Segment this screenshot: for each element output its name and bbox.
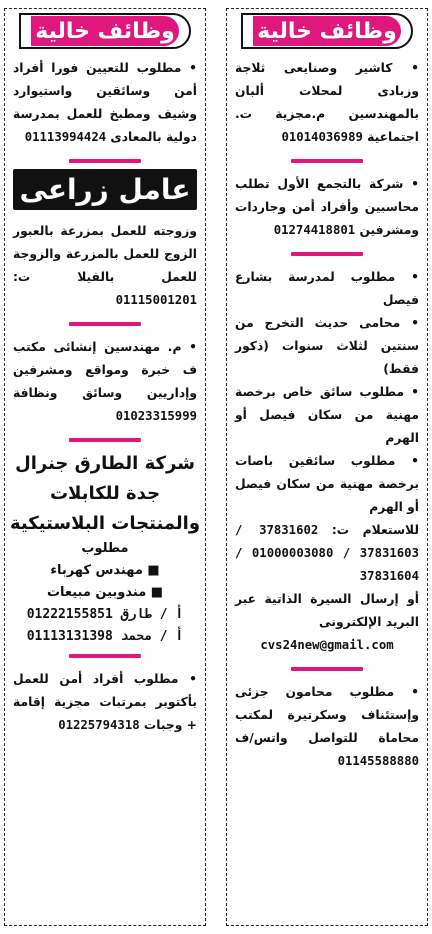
ad-phone: 01225794318 <box>58 718 140 732</box>
contact-2: أ / محمد 01113131398 <box>26 629 184 644</box>
ad-security-october <box>5 664 205 741</box>
ad-phone: 01115001201 <box>115 293 197 307</box>
company-name-2: جدة للكابلات <box>49 483 161 504</box>
ad-lawyers <box>227 677 427 777</box>
job-1: ■ مهندس كهرباء <box>50 563 160 578</box>
left-column <box>4 8 206 926</box>
ad-cashier <box>227 53 427 153</box>
wanted-label: مطلوب <box>81 541 129 556</box>
ad-text: • مطلوب للتعيين فورا أفراد أمن وسائقين واستيوارد وشيف ومطبخ للعمل بمدرسة دولية بالمعادى <box>13 61 197 144</box>
job-2: ■ مندوبين مبيعات <box>46 585 164 600</box>
ad-farm <box>5 216 205 316</box>
company-ad <box>5 448 205 648</box>
ad-phone: 01023315999 <box>115 409 197 423</box>
separator <box>69 438 141 442</box>
ad-line: • مطلوب سائق خاص برخصة مهنية من سكان فيصل أو الهرم <box>235 381 419 450</box>
contact-1: أ / طارق 01222155851 <box>26 607 184 622</box>
ad-phone: 01145588880 <box>337 754 419 768</box>
left-banner <box>11 9 199 53</box>
separator <box>69 322 141 326</box>
ad-line: • مطلوب لمدرسة بشارع فيصل <box>235 266 419 312</box>
separator <box>291 159 363 163</box>
right-banner <box>233 9 421 53</box>
ad-text: • شركة بالتجمع الأول تطلب محاسبين وأفراد أمن وجاردات ومشرفين <box>235 177 419 237</box>
separator <box>291 252 363 256</box>
contact-phones: 37831602 / 37831603 / 01000003080 / 37831604 <box>235 523 419 583</box>
job-text: مهندس كهرباء <box>50 563 143 578</box>
ad-line: • مطلوب سائقين باصات برخصة مهنية من سكان فيصل أو الهرم <box>235 450 419 519</box>
ad-engineers <box>5 332 205 432</box>
ad-text: • م. مهندسين إنشائى مكتب ف خبرة ومواقع ومشرفين وإداريين وسائق ونظافة <box>13 340 197 400</box>
ad-text: • مطلوب محامون جزئى وإستئناف وسكرتيرة لمكتب محاماة للتواصل واتس/ف <box>235 685 419 745</box>
separator <box>69 159 141 163</box>
ad-security-maadi <box>5 53 205 153</box>
banner-title: وظائف خالية <box>253 16 402 46</box>
job-text: مندوبين مبيعات <box>46 585 147 600</box>
banner-frame <box>241 13 414 49</box>
ad-phone: 01014036989 <box>281 130 363 144</box>
banner-title: وظائف خالية <box>31 16 180 46</box>
farm-worker-title: عامل زراعى <box>13 169 197 210</box>
ad-tagamoa <box>227 169 427 246</box>
separator <box>69 654 141 658</box>
banner-frame <box>19 13 192 49</box>
ad-phone: 01113994424 <box>24 130 107 144</box>
ad-text: • مطلوب أفراد أمن للعمل بأكتوبر بمرتبات مجزية إقامة + وجبات <box>13 672 197 732</box>
ad-phone: 01274418801 <box>273 223 356 237</box>
ad-school-faisal <box>227 262 427 661</box>
ad-text: وزوجته للعمل بمزرعة بالعبور الزوج للعمل بالمزرعة والزوجة للعمل بالفيلا ت: <box>13 224 197 284</box>
company-name-3: والمنتجات البلاستيكية <box>9 513 201 534</box>
cv-text: أو إرسال السيرة الذاتية عبر البريد الإلكترونى <box>235 592 419 629</box>
right-column <box>226 8 428 926</box>
ad-text: • كاشير وصنايعى ثلاجة وزبادى لمحلات ألبان بالمهندسين م.مجزية ت. اجتماعية <box>235 61 419 144</box>
contact-label: للاستعلام ت: <box>331 523 419 537</box>
email-link[interactable]: cvs24new@gmail.com <box>260 638 394 652</box>
ad-line: • محامى حديث التخرج من سنتين لثلاث سنوات (ذكور فقط) <box>235 312 419 381</box>
separator <box>291 667 363 671</box>
company-name-1: شركة الطارق جنرال <box>15 453 195 474</box>
